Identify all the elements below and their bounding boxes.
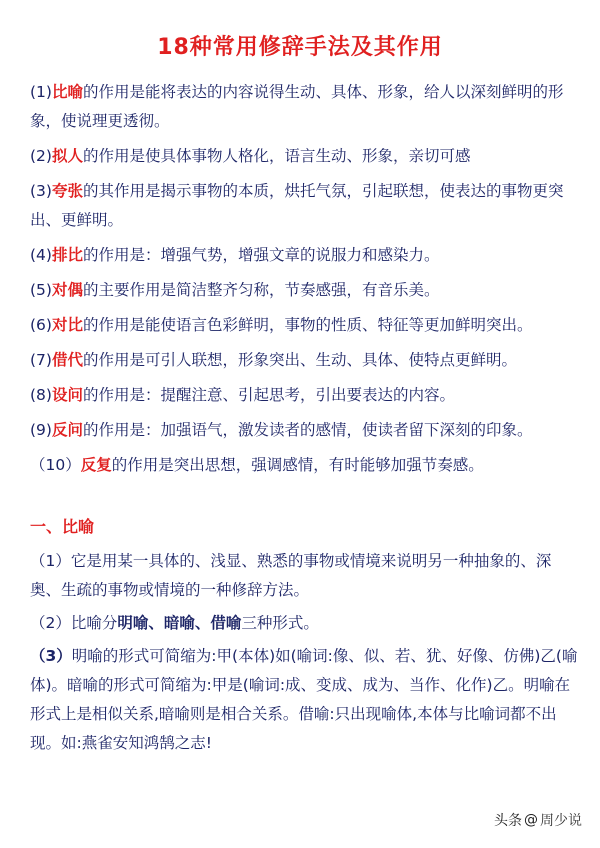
item-text: 的作用是：提醒注意、引起思考，引出要表达的内容。 xyxy=(82,386,455,404)
section-paragraph-1: （1）它是用某一具体的、浅显、熟悉的事物或情境来说明另一种抽象的、深奥、生疏的事物或情境的一种修辞方法。 xyxy=(30,552,552,599)
item-keyword: 反问 xyxy=(51,421,83,439)
p2-prefix: （2）比喻分 xyxy=(30,614,118,632)
item-keyword: 反复 xyxy=(80,456,112,474)
p3-number: （3） xyxy=(30,647,72,665)
item-text: 的作用是能使语言色彩鲜明，事物的性质、特征等更加鲜明突出。 xyxy=(82,316,533,334)
list-item xyxy=(30,346,578,375)
list-item xyxy=(30,177,578,235)
item-keyword: 设问 xyxy=(51,386,83,404)
at-icon: @ xyxy=(524,812,538,828)
watermark-brand: 头条 xyxy=(494,813,522,829)
item-text: 的作用是使具体事物人格化，语言生动、形象，亲切可感 xyxy=(82,147,471,165)
item-number: (9) xyxy=(30,421,52,439)
watermark xyxy=(494,810,582,830)
item-number: （10） xyxy=(30,456,81,474)
item-keyword: 夸张 xyxy=(51,182,83,200)
item-number: (4) xyxy=(30,246,52,264)
item-text: 的主要作用是简洁整齐匀称，节奏感强，有音乐美。 xyxy=(82,281,440,299)
item-text: 的作用是可引人联想，形象突出、生动、具体、使特点更鲜明。 xyxy=(82,351,517,369)
item-text: 的作用是：增强气势，增强文章的说服力和感染力。 xyxy=(82,246,440,264)
list-item xyxy=(30,381,578,410)
metaphor-section xyxy=(30,514,578,762)
list-item xyxy=(30,451,578,480)
item-keyword: 排比 xyxy=(51,246,83,264)
item-keyword: 对偶 xyxy=(51,281,83,299)
list-item xyxy=(30,311,578,340)
section-heading: 一、比喻 xyxy=(30,517,95,536)
p3-text: 明喻的形式可简缩为:甲(本体)如(喻词:像、似、若、犹、好像、仿佛)乙(喻体)。暗喻的形式可简缩为:甲是(喻词:成、变成、成为、当作、化作)乙。明喻在形式上是相似关系,暗喻则是相合关系。借喻:只出现喻体,本体与比喻词都不出现。如:燕雀安知鸿鹄之志! xyxy=(30,647,578,752)
item-number: (3) xyxy=(30,182,52,200)
p2-forms: 明喻、暗喻、借喻 xyxy=(117,614,242,632)
item-number: (7) xyxy=(30,351,52,369)
item-number: (5) xyxy=(30,281,52,299)
item-keyword: 比喻 xyxy=(51,83,83,101)
item-number: (8) xyxy=(30,386,52,404)
item-number: (1) xyxy=(30,83,52,101)
p2-suffix: 三种形式。 xyxy=(241,614,319,632)
item-number: (2) xyxy=(30,147,52,165)
item-keyword: 借代 xyxy=(51,351,83,369)
watermark-author: 周少说 xyxy=(540,813,582,829)
item-text: 的作用是能将表达的内容说得生动、具体、形象，给人以深刻鲜明的形象，使说理更透彻。 xyxy=(30,83,564,130)
section-paragraph-3 xyxy=(30,642,578,758)
item-text: 的作用是：加强语气，激发读者的感情，使读者留下深刻的印象。 xyxy=(82,421,533,439)
list-item xyxy=(30,241,578,270)
list-item xyxy=(30,142,578,171)
item-text: 的其作用是揭示事物的本质，烘托气氛，引起联想，使表达的事物更突出、更鲜明。 xyxy=(30,182,564,229)
item-keyword: 拟人 xyxy=(51,147,83,165)
page-title: 18种常用修辞手法及其作用 xyxy=(157,35,443,60)
item-keyword: 对比 xyxy=(51,316,83,334)
list-item xyxy=(30,416,578,445)
section-paragraph-2 xyxy=(30,609,578,638)
list-item xyxy=(30,78,578,136)
item-text: 的作用是突出思想，强调感情，有时能够加强节奏感。 xyxy=(111,456,484,474)
item-number: (6) xyxy=(30,316,52,334)
rhetoric-list xyxy=(30,78,578,486)
list-item xyxy=(30,276,578,305)
